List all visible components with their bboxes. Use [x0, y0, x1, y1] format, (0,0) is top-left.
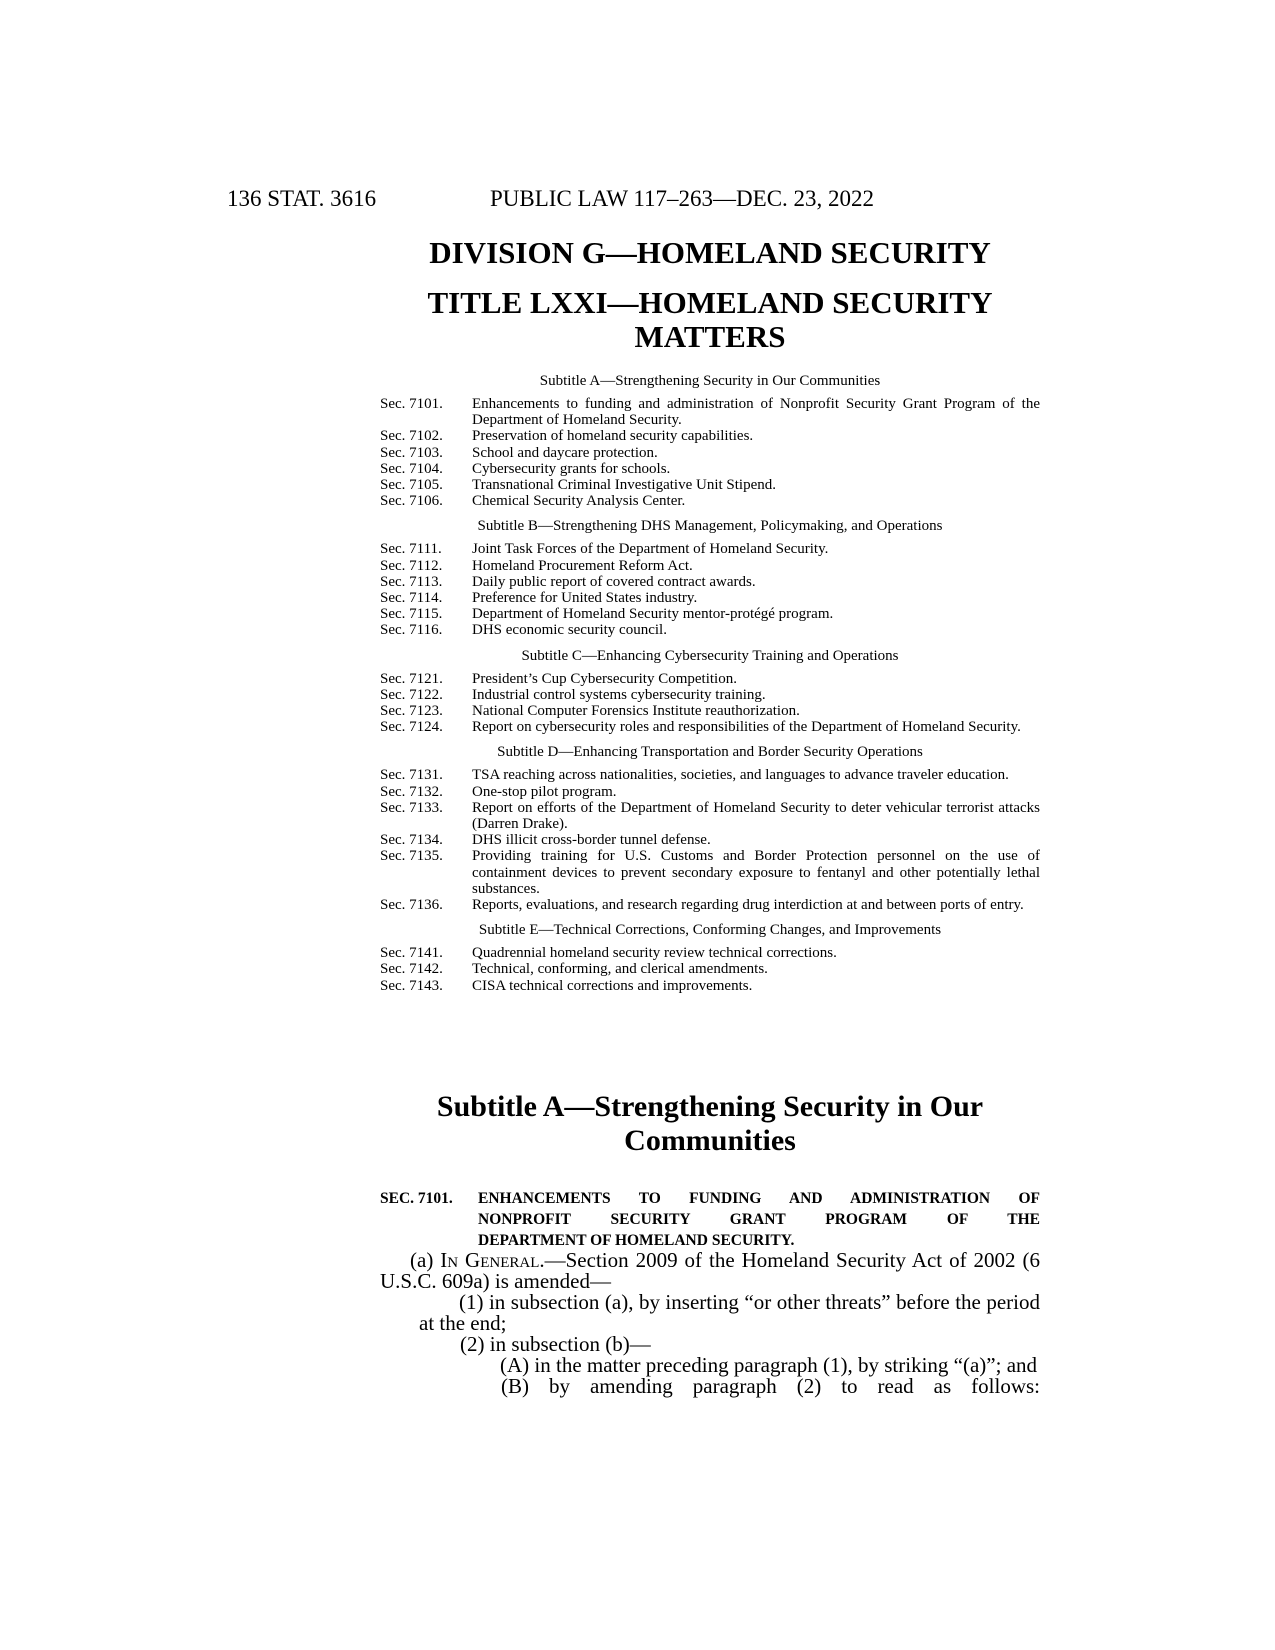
toc-section-title: Department of Homeland Security mentor-protégé program. [472, 606, 834, 623]
toc-section-number: Sec. 7123. [380, 703, 443, 720]
toc-section-title: National Computer Forensics Institute reauthorization. [472, 703, 800, 720]
toc-section-number: Sec. 7124. [380, 719, 443, 736]
toc-subtitle: Subtitle C—Enhancing Cybersecurity Training and Operations [521, 647, 899, 664]
toc-section-title: DHS illicit cross-border tunnel defense. [472, 832, 711, 849]
toc-group [380, 671, 1040, 736]
toc-section-title: Enhancements to funding and administration of Nonprofit Security Grant Program of the Department of Homeland Security. [472, 396, 1040, 429]
toc-section-title: Preservation of homeland security capabilities. [472, 428, 754, 445]
toc-entry [380, 832, 1040, 848]
toc-group [380, 396, 1040, 509]
toc-section-number: Sec. 7143. [380, 977, 443, 994]
toc-section-title: Report on efforts of the Department of Homeland Security to deter vehicular terrorist attacks (Darren Drake). [472, 799, 1040, 833]
toc-section-number: Sec. 7104. [380, 460, 443, 477]
paragraph-2: (2) in subsection (b)— [460, 1332, 651, 1356]
toc-section-number: Sec. 7106. [380, 493, 443, 510]
toc-section-number: Sec. 7102. [380, 428, 443, 445]
toc-subtitle: Subtitle E—Technical Corrections, Conforming Changes, and Improvements [478, 922, 942, 939]
toc-entry [380, 687, 1040, 703]
toc-section-number: Sec. 7131. [380, 767, 443, 784]
toc-group [380, 945, 1040, 994]
toc-entry [380, 961, 1040, 977]
toc-entry [380, 574, 1040, 590]
toc-entry [380, 719, 1040, 735]
subparagraph-b: (B) by amending paragraph (2) to read as follows: [501, 1374, 1040, 1398]
toc-entry [380, 477, 1040, 493]
statute-page-number: 136 STAT. 3616 [227, 186, 377, 211]
division-title: DIVISION G—HOMELAND SECURITY [429, 235, 991, 270]
toc-section-title: Cybersecurity grants for schools. [472, 460, 671, 477]
toc-section-title: Industrial control systems cybersecurity training. [472, 686, 766, 703]
toc-section-number: Sec. 7122. [380, 686, 443, 703]
toc-section-title: Technical, conforming, and clerical amendments. [472, 961, 768, 978]
toc-section-number: Sec. 7112. [380, 557, 443, 574]
page-header [227, 186, 927, 216]
title-heading-line-2: MATTERS [634, 319, 786, 354]
toc-section-number: Sec. 7114. [380, 590, 443, 607]
toc-entry [380, 606, 1040, 622]
toc-section-title: Transnational Criminal Investigative Unit Stipend. [472, 477, 776, 494]
subtitle-a-heading [380, 1090, 1040, 1158]
toc-entry [380, 671, 1040, 687]
public-law-citation: PUBLIC LAW 117–263—DEC. 23, 2022 [490, 186, 875, 211]
section-heading-line-2: NONPROFIT SECURITY GRANT PROGRAM OF THE [478, 1211, 1040, 1228]
section-heading-line-1: ENHANCEMENTS TO FUNDING AND ADMINISTRATION OF [478, 1190, 1040, 1207]
toc-section-number: Sec. 7141. [380, 945, 443, 962]
subtitle-a-heading-line-1: Subtitle A—Strengthening Security in Our [436, 1090, 984, 1123]
subsection-a-heading: In General [440, 1248, 540, 1272]
toc-section-number: Sec. 7111. [380, 541, 442, 558]
table-of-contents [380, 372, 1040, 1002]
toc-section-number: Sec. 7105. [380, 477, 443, 494]
toc-group [380, 541, 1040, 638]
toc-subtitle: Subtitle A—Strengthening Security in Our Communities [539, 373, 881, 389]
toc-section-number: Sec. 7136. [380, 897, 443, 914]
toc-entry [380, 541, 1040, 557]
toc-section-title: Reports, evaluations, and research regarding drug interdiction at and between ports of entry. [472, 897, 1024, 914]
section-number: SEC. 7101. [380, 1190, 453, 1207]
toc-section-title: Daily public report of covered contract awards. [472, 573, 756, 590]
toc-subtitle: Subtitle D—Enhancing Transportation and Border Security Operations [497, 744, 923, 761]
toc-section-number: Sec. 7132. [380, 783, 443, 800]
toc-section-number: Sec. 7113. [380, 573, 443, 590]
section-heading-line-3: DEPARTMENT OF HOMELAND SECURITY. [478, 1232, 795, 1249]
toc-section-title: Preference for United States industry. [472, 590, 698, 607]
toc-entry [380, 493, 1040, 509]
toc-section-title: President’s Cup Cybersecurity Competition. [472, 670, 737, 687]
toc-section-title: Homeland Procurement Reform Act. [472, 557, 693, 574]
toc-entry [380, 848, 1040, 897]
toc-entry [380, 767, 1040, 783]
subtitle-a-heading-line-2: Communities [624, 1124, 796, 1157]
toc-entry [380, 897, 1040, 913]
toc-section-title: One-stop pilot program. [472, 783, 617, 800]
toc-entry [380, 445, 1040, 461]
toc-section-number: Sec. 7121. [380, 670, 443, 687]
toc-section-title: Chemical Security Analysis Center. [472, 493, 686, 510]
toc-entry [380, 800, 1040, 832]
toc-section-title: DHS economic security council. [472, 622, 667, 639]
toc-section-number: Sec. 7142. [380, 961, 443, 978]
section-7101-body [380, 1250, 1040, 1397]
toc-entry [380, 558, 1040, 574]
toc-section-title: Joint Task Forces of the Department of Homeland Security. [472, 541, 829, 558]
toc-entry [380, 622, 1040, 638]
toc-subtitle: Subtitle B—Strengthening DHS Management, Policymaking, and Operations [477, 518, 943, 535]
toc-entry [380, 945, 1040, 961]
subparagraph-a: (A) in the matter preceding paragraph (1), by striking “(a)”; and [500, 1353, 1038, 1377]
toc-section-title: Providing training for U.S. Customs and Border Protection personnel on the use of containment devices to prevent secondary exposure to fentanyl and other potentially lethal substances. [472, 848, 1040, 897]
paragraph-1: (1) in subsection (a), by inserting “or other threats” before the period at the end; [419, 1290, 1040, 1335]
toc-entry [380, 590, 1040, 606]
toc-section-number: Sec. 7115. [380, 606, 443, 623]
title-heading-line-1: TITLE LXXI—HOMELAND SECURITY [427, 285, 993, 320]
toc-group [380, 767, 1040, 913]
toc-section-number: Sec. 7135. [380, 848, 443, 865]
section-7101-heading [380, 1188, 1040, 1251]
toc-entry [380, 703, 1040, 719]
toc-entry [380, 461, 1040, 477]
toc-entry [380, 978, 1040, 994]
toc-section-number: Sec. 7133. [380, 799, 443, 816]
toc-section-number: Sec. 7103. [380, 444, 443, 461]
subsection-a: (a) In General.—Section 2009 of the Homeland Security Act of 2002 (6 U.S.C. 609a) is amended— [380, 1248, 1040, 1293]
toc-section-title: CISA technical corrections and improvements. [472, 977, 753, 994]
toc-section-title: Report on cybersecurity roles and responsibilities of the Department of Homeland Security. [472, 719, 1021, 736]
toc-section-number: Sec. 7116. [380, 622, 443, 639]
toc-section-title: School and daycare protection. [472, 444, 658, 461]
toc-entry [380, 428, 1040, 444]
title-heading [380, 286, 1040, 354]
toc-section-number: Sec. 7134. [380, 832, 443, 849]
toc-section-title: TSA reaching across nationalities, societies, and languages to advance traveler education. [472, 767, 1009, 784]
toc-section-title: Quadrennial homeland security review technical corrections. [472, 945, 837, 962]
toc-section-number: Sec. 7101. [380, 396, 443, 412]
toc-entry [380, 396, 1040, 428]
toc-entry [380, 784, 1040, 800]
